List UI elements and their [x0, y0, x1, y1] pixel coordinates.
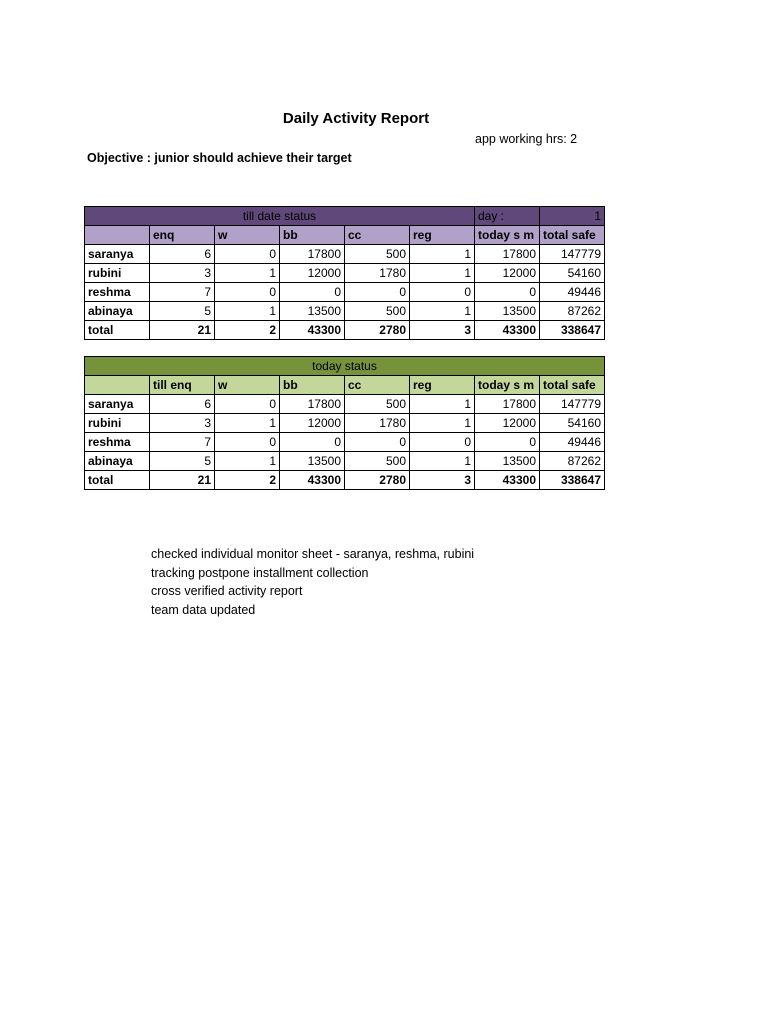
table-cell: 54160: [540, 264, 605, 283]
table-cell: 0: [475, 433, 540, 452]
table-cell: 1: [215, 302, 280, 321]
table-cell: 500: [345, 452, 410, 471]
table-row: [85, 452, 605, 471]
row-name: total: [85, 471, 150, 490]
day-value: 1: [540, 207, 605, 226]
note-item: tracking postpone installment collection: [151, 565, 369, 580]
table-row: [85, 302, 605, 321]
table-cell: 49446: [540, 433, 605, 452]
table-cell: 147779: [540, 395, 605, 414]
table-cell: 43300: [280, 471, 345, 490]
report-title: Daily Activity Report: [282, 110, 430, 127]
table-cell: 13500: [280, 452, 345, 471]
table-row: [85, 414, 605, 433]
column-header: reg: [410, 376, 475, 395]
app-working-hours: app working hrs: 2: [475, 132, 578, 146]
row-name: rubini: [85, 264, 150, 283]
table-cell: 54160: [540, 414, 605, 433]
table-header-row: [85, 376, 605, 395]
column-header: total safe: [540, 376, 605, 395]
objective-text: Objective : junior should achieve their target: [87, 151, 352, 165]
column-header: w: [215, 226, 280, 245]
table-cell: 17800: [475, 395, 540, 414]
table-cell: 13500: [475, 302, 540, 321]
table-cell: 21: [150, 321, 215, 340]
table-cell: 0: [345, 433, 410, 452]
table-cell: 13500: [280, 302, 345, 321]
table-cell: 0: [410, 283, 475, 302]
table-total-row: [85, 321, 605, 340]
table-cell: 6: [150, 395, 215, 414]
today-status-table: [84, 356, 605, 490]
note-item: cross verified activity report: [151, 584, 303, 599]
column-header: [85, 376, 150, 395]
table-cell: 0: [215, 395, 280, 414]
notes-list: [151, 545, 474, 619]
table-cell: 12000: [475, 264, 540, 283]
table-row: [85, 245, 605, 264]
column-header: today s m: [475, 376, 540, 395]
table-cell: 1: [410, 395, 475, 414]
table-cell: 0: [215, 433, 280, 452]
table-cell: 338647: [540, 471, 605, 490]
row-name: abinaya: [85, 452, 150, 471]
table-cell: 17800: [280, 245, 345, 264]
row-name: total: [85, 321, 150, 340]
table-cell: 43300: [475, 471, 540, 490]
table-cell: 0: [345, 283, 410, 302]
row-name: rubini: [85, 414, 150, 433]
column-header: till enq: [150, 376, 215, 395]
table-cell: 5: [150, 452, 215, 471]
table-cell: 87262: [540, 452, 605, 471]
table-cell: 1: [410, 452, 475, 471]
table-cell: 500: [345, 245, 410, 264]
table-cell: 500: [345, 302, 410, 321]
table-row: [85, 264, 605, 283]
column-header: today s m: [475, 226, 540, 245]
table-band-row: [85, 207, 605, 226]
table-row: [85, 395, 605, 414]
row-name: reshma: [85, 433, 150, 452]
table-cell: 1780: [345, 264, 410, 283]
column-header: total safe: [540, 226, 605, 245]
table-cell: 0: [215, 245, 280, 264]
table-cell: 12000: [475, 414, 540, 433]
table-cell: 0: [475, 283, 540, 302]
band-title: till date status: [85, 207, 475, 226]
column-header: [85, 226, 150, 245]
table-cell: 7: [150, 433, 215, 452]
table-cell: 1: [215, 452, 280, 471]
table-cell: 1: [410, 302, 475, 321]
row-name: reshma: [85, 283, 150, 302]
table-band-row: [85, 357, 605, 376]
column-header: cc: [345, 226, 410, 245]
table-total-row: [85, 471, 605, 490]
table-cell: 2: [215, 471, 280, 490]
table-cell: 6: [150, 245, 215, 264]
table-cell: 43300: [280, 321, 345, 340]
table-row: [85, 283, 605, 302]
table-cell: 3: [150, 414, 215, 433]
table-cell: 3: [410, 471, 475, 490]
table-cell: 0: [280, 433, 345, 452]
band-title: today status: [85, 357, 605, 376]
table-cell: 0: [410, 433, 475, 452]
table-cell: 3: [410, 321, 475, 340]
table-cell: 2: [215, 321, 280, 340]
table-cell: 1: [410, 245, 475, 264]
table-cell: 1: [215, 414, 280, 433]
table-cell: 3: [150, 264, 215, 283]
column-header: enq: [150, 226, 215, 245]
table-cell: 1: [410, 264, 475, 283]
table-cell: 17800: [280, 395, 345, 414]
table-cell: 5: [150, 302, 215, 321]
column-header: bb: [280, 226, 345, 245]
column-header: bb: [280, 376, 345, 395]
row-name: abinaya: [85, 302, 150, 321]
table-cell: 1: [215, 264, 280, 283]
day-label: day :: [475, 207, 540, 226]
table-cell: 2780: [345, 471, 410, 490]
table-cell: 13500: [475, 452, 540, 471]
table-cell: 12000: [280, 264, 345, 283]
table-cell: 0: [215, 283, 280, 302]
row-name: saranya: [85, 245, 150, 264]
table-cell: 21: [150, 471, 215, 490]
table-cell: 49446: [540, 283, 605, 302]
table-cell: 7: [150, 283, 215, 302]
column-header: reg: [410, 226, 475, 245]
row-name: saranya: [85, 395, 150, 414]
till-date-status-table: [84, 206, 605, 340]
table-row: [85, 433, 605, 452]
table-cell: 12000: [280, 414, 345, 433]
table-cell: 1780: [345, 414, 410, 433]
table-cell: 0: [280, 283, 345, 302]
table-cell: 43300: [475, 321, 540, 340]
table-cell: 2780: [345, 321, 410, 340]
table-header-row: [85, 226, 605, 245]
table-cell: 147779: [540, 245, 605, 264]
column-header: w: [215, 376, 280, 395]
table-cell: 338647: [540, 321, 605, 340]
note-item: checked individual monitor sheet - saranya, reshma, rubini: [151, 547, 475, 561]
table-cell: 87262: [540, 302, 605, 321]
table-cell: 500: [345, 395, 410, 414]
note-item: team data updated: [151, 602, 256, 617]
table-cell: 17800: [475, 245, 540, 264]
table-cell: 1: [410, 414, 475, 433]
column-header: cc: [345, 376, 410, 395]
